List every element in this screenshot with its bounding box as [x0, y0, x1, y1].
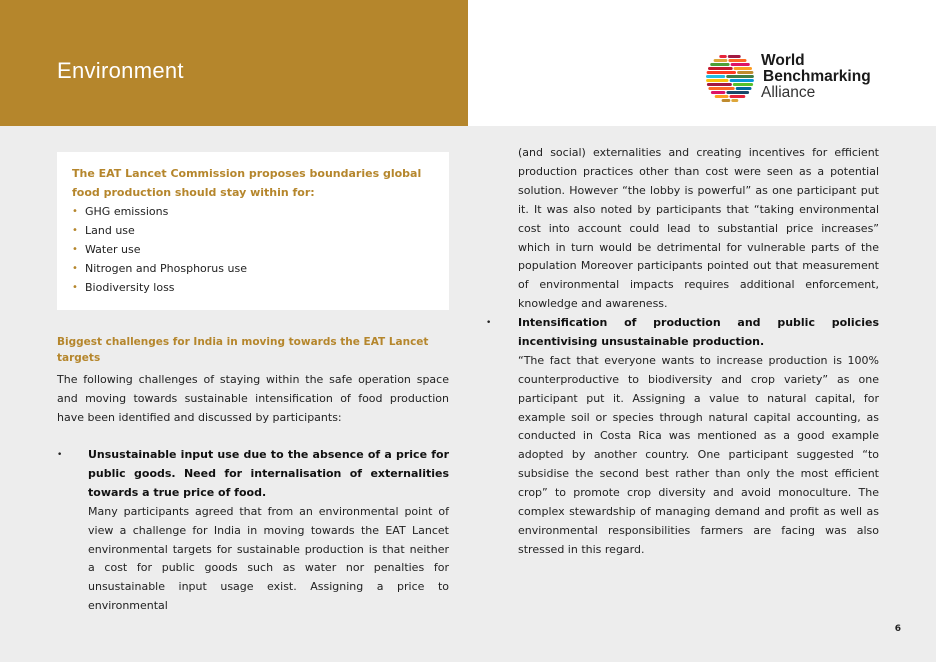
list-item [72, 278, 434, 297]
logo-text-alliance: Alliance [761, 84, 816, 101]
logo-stripe [708, 67, 733, 70]
list-item [72, 259, 434, 278]
challenge-2-body: “The fact that everyone wants to increase production is 100% counterproductive to biodiversity and crop variety” as one participant put it. Assigning a value to natural capital, for example soil or species through natural capital accounting, as conducted in Costa Rica was mentioned as a good example adopted by another country. One participant suggested “to subsidise the second best rather than only the most efficient crop” to promote crop diversity and avoid monoculture. The complex stewardship of managing demand and profit as well as environmental responsibilities farmers are facing was also stressed in this regard. [518, 353, 879, 556]
list-item-text: Biodiversity loss [85, 281, 175, 294]
logo-stripe [715, 95, 729, 98]
section-heading: Biggest challenges for India in moving towards the EAT Lancet targets [57, 336, 429, 364]
bullet-dot: • [486, 318, 492, 328]
challenge-2-title: Intensification of production and public policies incentivising unsustainable production. [518, 316, 879, 348]
list-item-text: Land use [85, 224, 135, 237]
logo-stripe [733, 83, 753, 86]
wba-logo [704, 50, 904, 108]
bullet-dot: • [72, 263, 78, 274]
list-item [72, 240, 434, 259]
logo-wordmark [761, 53, 871, 101]
logo-stripe [710, 63, 729, 66]
bullet-dot: • [72, 282, 78, 293]
logo-text-benchmarking: Benchmarking [763, 68, 871, 85]
logo-stripe [726, 91, 749, 94]
challenge-bullet-1 [57, 446, 449, 616]
page-title: Environment [57, 58, 184, 83]
logo-text-world: World [761, 52, 805, 69]
challenge-1-title: Unsustainable input use due to the absence of a price for public goods. Need for internalisation of externalities towards a true price of food. [88, 448, 449, 499]
logo-stripe [731, 99, 738, 102]
list-item-text: Water use [85, 243, 141, 256]
list-item [72, 202, 434, 221]
bullet-dot: • [72, 206, 78, 217]
callout-box [57, 152, 449, 310]
logo-stripe [711, 91, 726, 94]
globe-stripes-icon [704, 52, 756, 104]
logo-stripe [707, 71, 736, 74]
logo-stripe [722, 99, 731, 102]
challenge-bullet-2 [486, 314, 879, 560]
list-item-text: Nitrogen and Phosphorus use [85, 262, 247, 275]
callout-title: The EAT Lancet Commission proposes boundaries global food production should stay within for: [72, 167, 422, 199]
logo-stripe [719, 55, 727, 58]
list-item [72, 221, 434, 240]
logo-stripe [730, 95, 746, 98]
logo-stripe [728, 59, 746, 62]
logo-stripe [707, 83, 732, 86]
logo-area [468, 0, 936, 126]
header-band [0, 0, 468, 126]
logo-stripe [706, 79, 728, 82]
bullet-dot: • [72, 225, 78, 236]
page-number: 6 [894, 624, 901, 634]
bullet-dot: • [57, 450, 63, 460]
logo-stripe [736, 87, 752, 90]
logo-stripe [734, 67, 752, 70]
intro-paragraph: The following challenges of staying within the safe operation space and moving towards sustainable intensification of food production have been identified and discussed by participants: [57, 373, 449, 424]
boundaries-list [72, 202, 434, 297]
logo-stripe [726, 75, 754, 78]
challenge-1-body: Many participants agreed that from an environmental point of view a challenge for India in moving towards the EAT Lancet environmental targets for sustainable production is that neither a cost for public goods such as water nor penalties for unsustainable input usage exist. Assigning a price to environmental [88, 504, 449, 613]
logo-stripe [714, 59, 728, 62]
bullet-dot: • [72, 244, 78, 255]
continuation-paragraph: (and social) externalities and creating incentives for efficient production practices other than cost were seen as a potential solution. However “the lobby is powerful” as one participant put it. It was also noted by participants that “taking environmental cost into account could lead to substantial price increases” which in turn would be detrimental for vulnerable parts of the population Moreover participants pointed out that measurement of environmental impacts requires additional enforcement, knowledge and awareness. [518, 146, 879, 311]
list-item-text: GHG emissions [85, 205, 169, 218]
logo-stripe [706, 75, 725, 78]
logo-stripe [737, 71, 753, 74]
logo-stripe [728, 55, 741, 58]
logo-stripe [708, 87, 734, 90]
logo-stripe [731, 63, 750, 66]
logo-stripe [730, 79, 754, 82]
